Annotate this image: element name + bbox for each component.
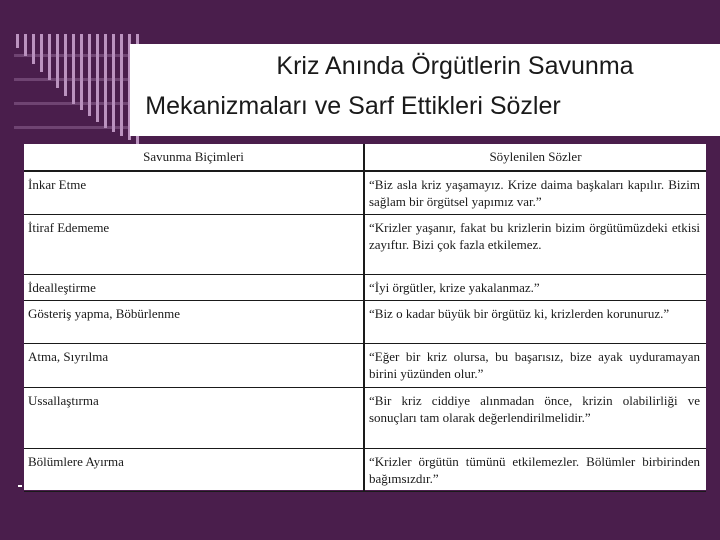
table-row (24, 275, 706, 301)
quote-cell: “Bir kriz ciddiye alınmadan önce, krizin olabilirliği ve sonuçları tam olarak değerlendirilmelidir.” (364, 388, 706, 449)
bullet-marker (18, 485, 22, 487)
table-row (24, 171, 706, 215)
title-area (130, 44, 720, 136)
defense-form-cell: İnkar Etme (24, 171, 364, 215)
defense-mechanisms-table-container (24, 144, 706, 490)
defense-form-cell: Ussallaştırma (24, 388, 364, 449)
title-line-2: Mekanizmaları ve Sarf Ettikleri Sözler (145, 92, 561, 120)
quote-cell: “Krizler örgütün tümünü etkilemezler. Bölümler birbirinden bağımsızdır.” (364, 449, 706, 492)
defense-form-cell: Atma, Sıyrılma (24, 344, 364, 388)
header-defense-forms: Savunma Biçimleri (24, 144, 364, 171)
defense-form-cell: İdealleştirme (24, 275, 364, 301)
table-row (24, 449, 706, 492)
defense-form-cell: Bölümlere Ayırma (24, 449, 364, 492)
table-header-row (24, 144, 706, 171)
table-row (24, 388, 706, 449)
title-line-1: Kriz Anında Örgütlerin Savunma (276, 52, 634, 80)
defense-form-cell: İtiraf Edememe (24, 215, 364, 275)
defense-mechanisms-table (24, 144, 706, 492)
quote-cell: “Biz asla kriz yaşamayız. Krize daima başkaları kapılır. Bizim sağlam bir örgütsel yapımız var.” (364, 171, 706, 215)
defense-form-cell: Gösteriş yapma, Böbürlenme (24, 301, 364, 344)
quote-cell: “Eğer bir kriz olursa, bu başarısız, bize ayak uyduramayan birini yüzünden olur.” (364, 344, 706, 388)
quote-cell: “İyi örgütler, krize yakalanmaz.” (364, 275, 706, 301)
quote-cell: “Krizler yaşanır, fakat bu krizlerin bizim örgütümüzdeki etkisi zayıftır. Bizi çok fazla etkilemez. (364, 215, 706, 275)
table-row (24, 344, 706, 388)
table-row (24, 215, 706, 275)
table-row (24, 301, 706, 344)
quote-cell: “Biz o kadar büyük bir örgütüz ki, krizlerden korunuruz.” (364, 301, 706, 344)
header-spoken-words: Söylenilen Sözler (364, 144, 706, 171)
